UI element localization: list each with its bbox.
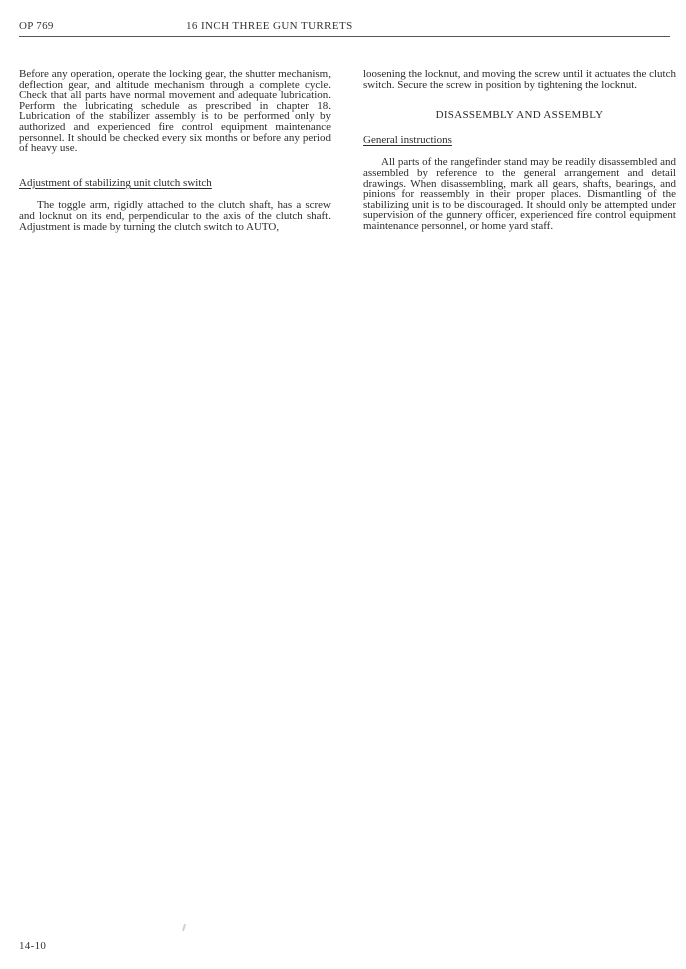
- running-header-title: 16 INCH THREE GUN TURRETS: [186, 20, 353, 32]
- spacer: [363, 121, 676, 135]
- general-instructions-paragraph: All parts of the rangefinder stand may be readily disassembled and assembled by reference to the general arrangement and detail drawings. When disassembling, mark all gears, shafts, bearings, and pinions for reassembly in their proper places. Dismantling of the stabilizing unit is to be discouraged. It should only be attempted under supervision of the gunnery officer, experienced fire control equipment maintenance personnel, or home yard staff.: [363, 156, 676, 232]
- general-instructions-subheading: General instructions: [363, 133, 452, 146]
- clutch-switch-subheading: Adjustment of stabilizing unit clutch switch: [19, 176, 212, 189]
- spacer: [19, 154, 331, 178]
- document-id: OP 769: [19, 20, 54, 32]
- right-column: [363, 69, 676, 232]
- intro-paragraph: Before any operation, operate the locking gear, the shutter mechanism, deflection gear, and altitude mechanism through a complete cycle. Check that all parts have normal movement and adequate lubrication. Perform the lubricating schedule as prescribed in chapter 18. Lubrication of the stabilizer assembly is to be performed only by authorized and experienced fire control equipment maintenance personnel. It should be checked every six months or before any period of heavy use.: [19, 68, 331, 155]
- section-heading: DISASSEMBLY AND ASSEMBLY: [435, 109, 604, 122]
- clutch-adjustment-paragraph: The toggle arm, rigidly attached to the clutch shaft, has a screw and locknut on its end, perpendicular to the axis of the clutch shaft. Adjustment is made by turning the clutch switch to AUTO,: [19, 199, 331, 233]
- page-number: 14-10: [19, 940, 47, 952]
- continuation-paragraph: loosening the locknut, and moving the screw until it actuates the clutch switch. Secure the screw in position by tightening the locknut.: [363, 68, 676, 91]
- scan-artifact: [182, 924, 186, 931]
- header-divider: [19, 36, 670, 37]
- left-column: [19, 69, 331, 232]
- spacer: [363, 90, 676, 110]
